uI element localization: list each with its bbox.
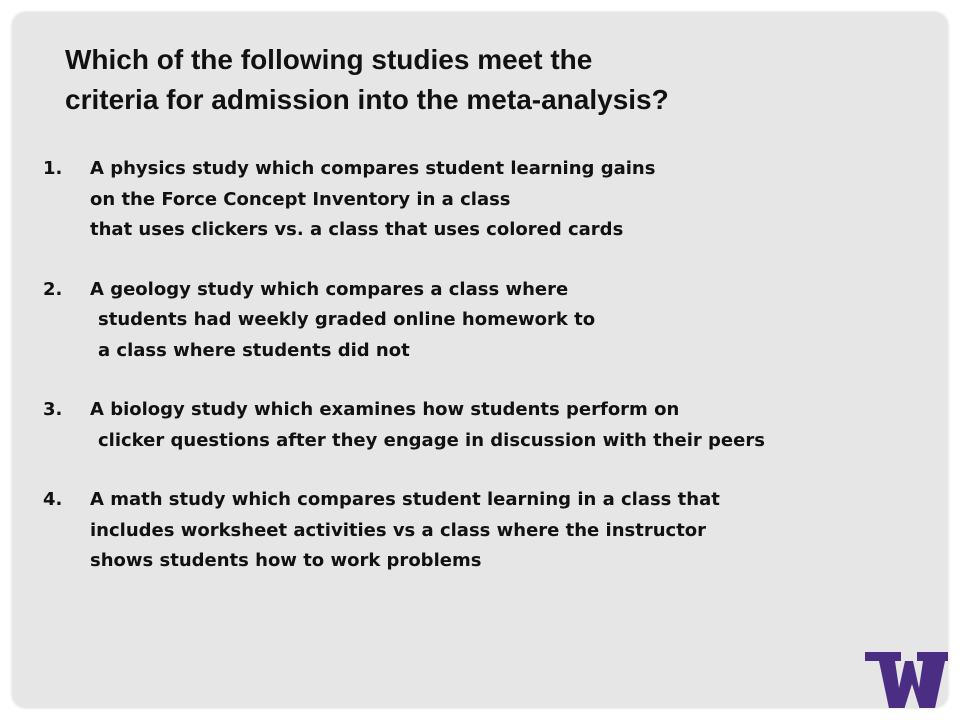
study-line: A geology study which compares a class where [90, 278, 569, 300]
study-line: shows students how to work problems [90, 550, 482, 571]
study-line: A math study which compares student learning in a class that [90, 489, 720, 510]
slide-title-line-2: criteria for admission into the meta-analysis? [65, 84, 669, 115]
uw-w-logo-icon [865, 652, 948, 708]
study-number: 2. [43, 278, 63, 300]
study-line: that uses clickers vs. a class that uses colored cards [90, 219, 624, 240]
study-line: includes worksheet activities vs a class where the instructor [90, 519, 707, 541]
study-list [43, 154, 933, 606]
study-line: clicker questions after they engage in discussion with their peers [98, 429, 765, 451]
study-number: 3. [43, 399, 63, 420]
study-item-3 [43, 395, 933, 456]
study-line: a class where students did not [98, 339, 410, 361]
study-number: 4. [43, 489, 63, 510]
study-line: on the Force Concept Inventory in a class [90, 188, 511, 210]
uw-w-logo-shape [865, 652, 948, 708]
slide-title-line-1: Which of the following studies meet the [65, 44, 593, 75]
study-number: 1. [43, 158, 63, 179]
slide [12, 12, 948, 708]
slide-title [65, 40, 915, 120]
study-item-4 [43, 485, 933, 577]
study-line: A biology study which examines how students perform on [90, 399, 680, 420]
study-line: students had weekly graded online homework to [98, 309, 596, 330]
study-item-1 [43, 154, 933, 246]
study-item-2 [43, 275, 933, 367]
study-line: A physics study which compares student learning gains [90, 158, 656, 179]
